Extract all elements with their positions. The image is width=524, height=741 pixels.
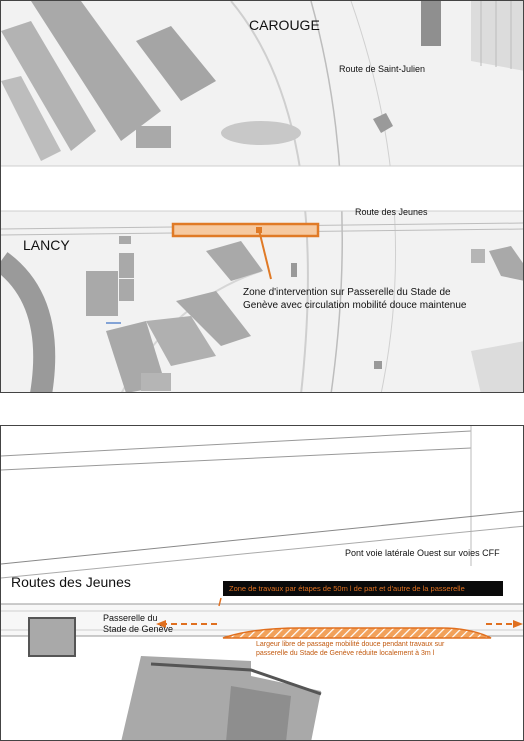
- pont-label: Pont voie latérale Ouest sur voies CFF: [345, 548, 500, 558]
- river-arc: [1, 261, 44, 393]
- intervention-label-line1: Zone d'intervention sur Passerelle du Stade de: [243, 287, 451, 298]
- routes-jeunes-label: Routes des Jeunes: [11, 574, 131, 590]
- passerelle-label-line2: Stade de Genève: [103, 624, 174, 634]
- tower: [421, 1, 441, 46]
- work-zone-banner: [223, 581, 503, 596]
- passerelle-highlight: [173, 224, 318, 236]
- building: [119, 253, 134, 278]
- carouge-label: CAROUGE: [249, 17, 320, 33]
- passerelle-label-line1: Passerelle du: [103, 613, 158, 623]
- overview-map-drawing: [1, 1, 524, 393]
- route-jeunes-label: Route des Jeunes: [355, 207, 428, 217]
- largeur-label-line1: Largeur libre de passage mobilité douce pendant travaux sur: [256, 641, 445, 648]
- building: [136, 26, 216, 101]
- building: [206, 241, 263, 281]
- building: [29, 618, 75, 656]
- building: [86, 271, 118, 316]
- work-zone: [223, 628, 491, 638]
- detail-map[interactable]: [0, 425, 524, 741]
- work-zone-banner-text: Zone de travaux par étapes de 50m l de part et d'autre de la passerelle: [229, 584, 465, 593]
- building: [136, 126, 171, 148]
- route-saint-julien-label: Route de Saint-Julien: [339, 64, 426, 74]
- building: [489, 246, 524, 281]
- intervention-label-line2: Genève avec circulation mobilité douce maintenue: [243, 300, 467, 311]
- largeur-label-line2: passerelle du Stade de Genève réduite localement à 3m l: [256, 650, 435, 657]
- lancy-label: LANCY: [23, 237, 70, 253]
